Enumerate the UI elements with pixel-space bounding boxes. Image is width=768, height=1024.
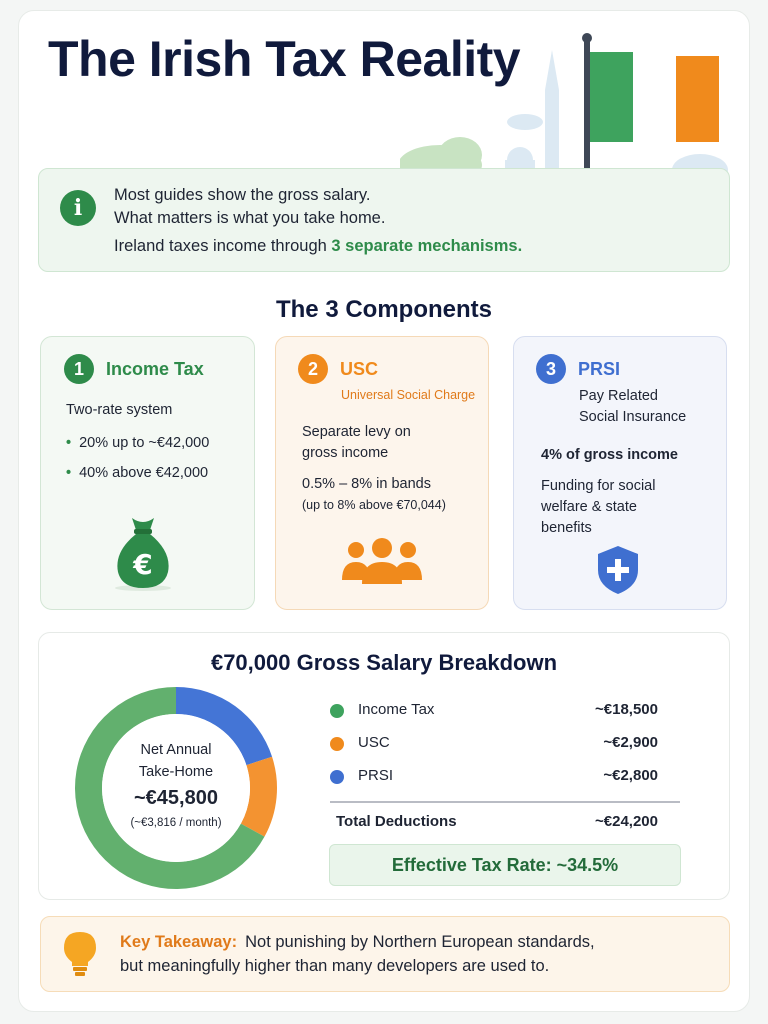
takeaway-line-1: Key Takeaway: Not punishing by Northern European standards,: [120, 933, 595, 951]
legend-dot-usc: [330, 737, 344, 751]
legend-label: USC: [358, 734, 390, 751]
intro-line-1: Most guides show the gross salary.: [114, 186, 371, 204]
legend-dot-income-tax: [330, 704, 344, 718]
effective-tax-rate-badge: Effective Tax Rate: ~34.5%: [329, 844, 681, 886]
intro-line-2: What matters is what you take home.: [114, 209, 386, 227]
component-desc: Separate levy on: [302, 424, 411, 440]
component-desc: Two-rate system: [66, 402, 173, 418]
component-rate: 0.5% – 8% in bands: [302, 476, 431, 492]
components-heading: The 3 Components: [275, 296, 492, 323]
legend-value: ~€2,800: [603, 767, 658, 784]
component-number-badge: 3: [536, 354, 566, 384]
donut-center-value: ~€45,800: [134, 787, 218, 809]
component-desc: gross income: [302, 445, 389, 461]
shield-plus-icon: [596, 544, 640, 596]
takeaway-line-2: but meaningfully higher than many developers are used to.: [120, 957, 550, 975]
donut-center-label: Net Annual: [140, 742, 212, 758]
component-number-badge: 1: [64, 354, 94, 384]
total-deductions-label: Total Deductions: [336, 813, 457, 830]
component-desc: welfare & state: [541, 499, 637, 515]
component-desc: Funding for social: [541, 478, 656, 494]
legend-divider: [330, 801, 680, 803]
info-icon: i: [60, 190, 96, 226]
donut-center-note: (~€3,816 / month): [130, 817, 222, 829]
component-rate: 4% of gross income: [541, 447, 678, 463]
key-takeaway-callout: [40, 916, 730, 992]
svg-text:€: €: [133, 548, 153, 581]
lightbulb-icon: [60, 930, 100, 978]
legend-label: PRSI: [358, 767, 394, 784]
component-name: Income Tax: [106, 359, 204, 379]
bullet-item: • 20% up to ~€42,000: [66, 433, 209, 454]
legend-value: ~€2,900: [603, 734, 658, 751]
component-note: (up to 8% above €70,044): [302, 498, 446, 512]
page-title: The Irish Tax Reality: [48, 31, 521, 87]
takeaway-key-label: Key Takeaway:: [120, 933, 238, 951]
total-deductions-value: ~€24,200: [595, 813, 658, 830]
bullet-item: • 40% above €42,000: [66, 463, 208, 484]
component-subtitle: Universal Social Charge: [341, 388, 476, 402]
component-desc: benefits: [541, 520, 592, 536]
legend-dot-prsi: [330, 770, 344, 784]
people-group-icon: [342, 536, 422, 586]
money-bag-euro-icon: [110, 512, 176, 592]
component-subtitle: Social Insurance: [579, 409, 687, 425]
component-name: PRSI: [578, 359, 621, 379]
intro-line-3: Ireland taxes income through 3 separate mechanisms.: [114, 237, 523, 255]
donut-center-label: Take-Home: [138, 764, 214, 780]
breakdown-title: €70,000 Gross Salary Breakdown: [210, 650, 558, 675]
legend-label: Income Tax: [358, 701, 435, 718]
component-name: USC: [340, 359, 379, 379]
component-number-badge: 2: [298, 354, 328, 384]
component-subtitle: Pay Related: [579, 388, 658, 404]
legend-value: ~€18,500: [595, 701, 658, 718]
